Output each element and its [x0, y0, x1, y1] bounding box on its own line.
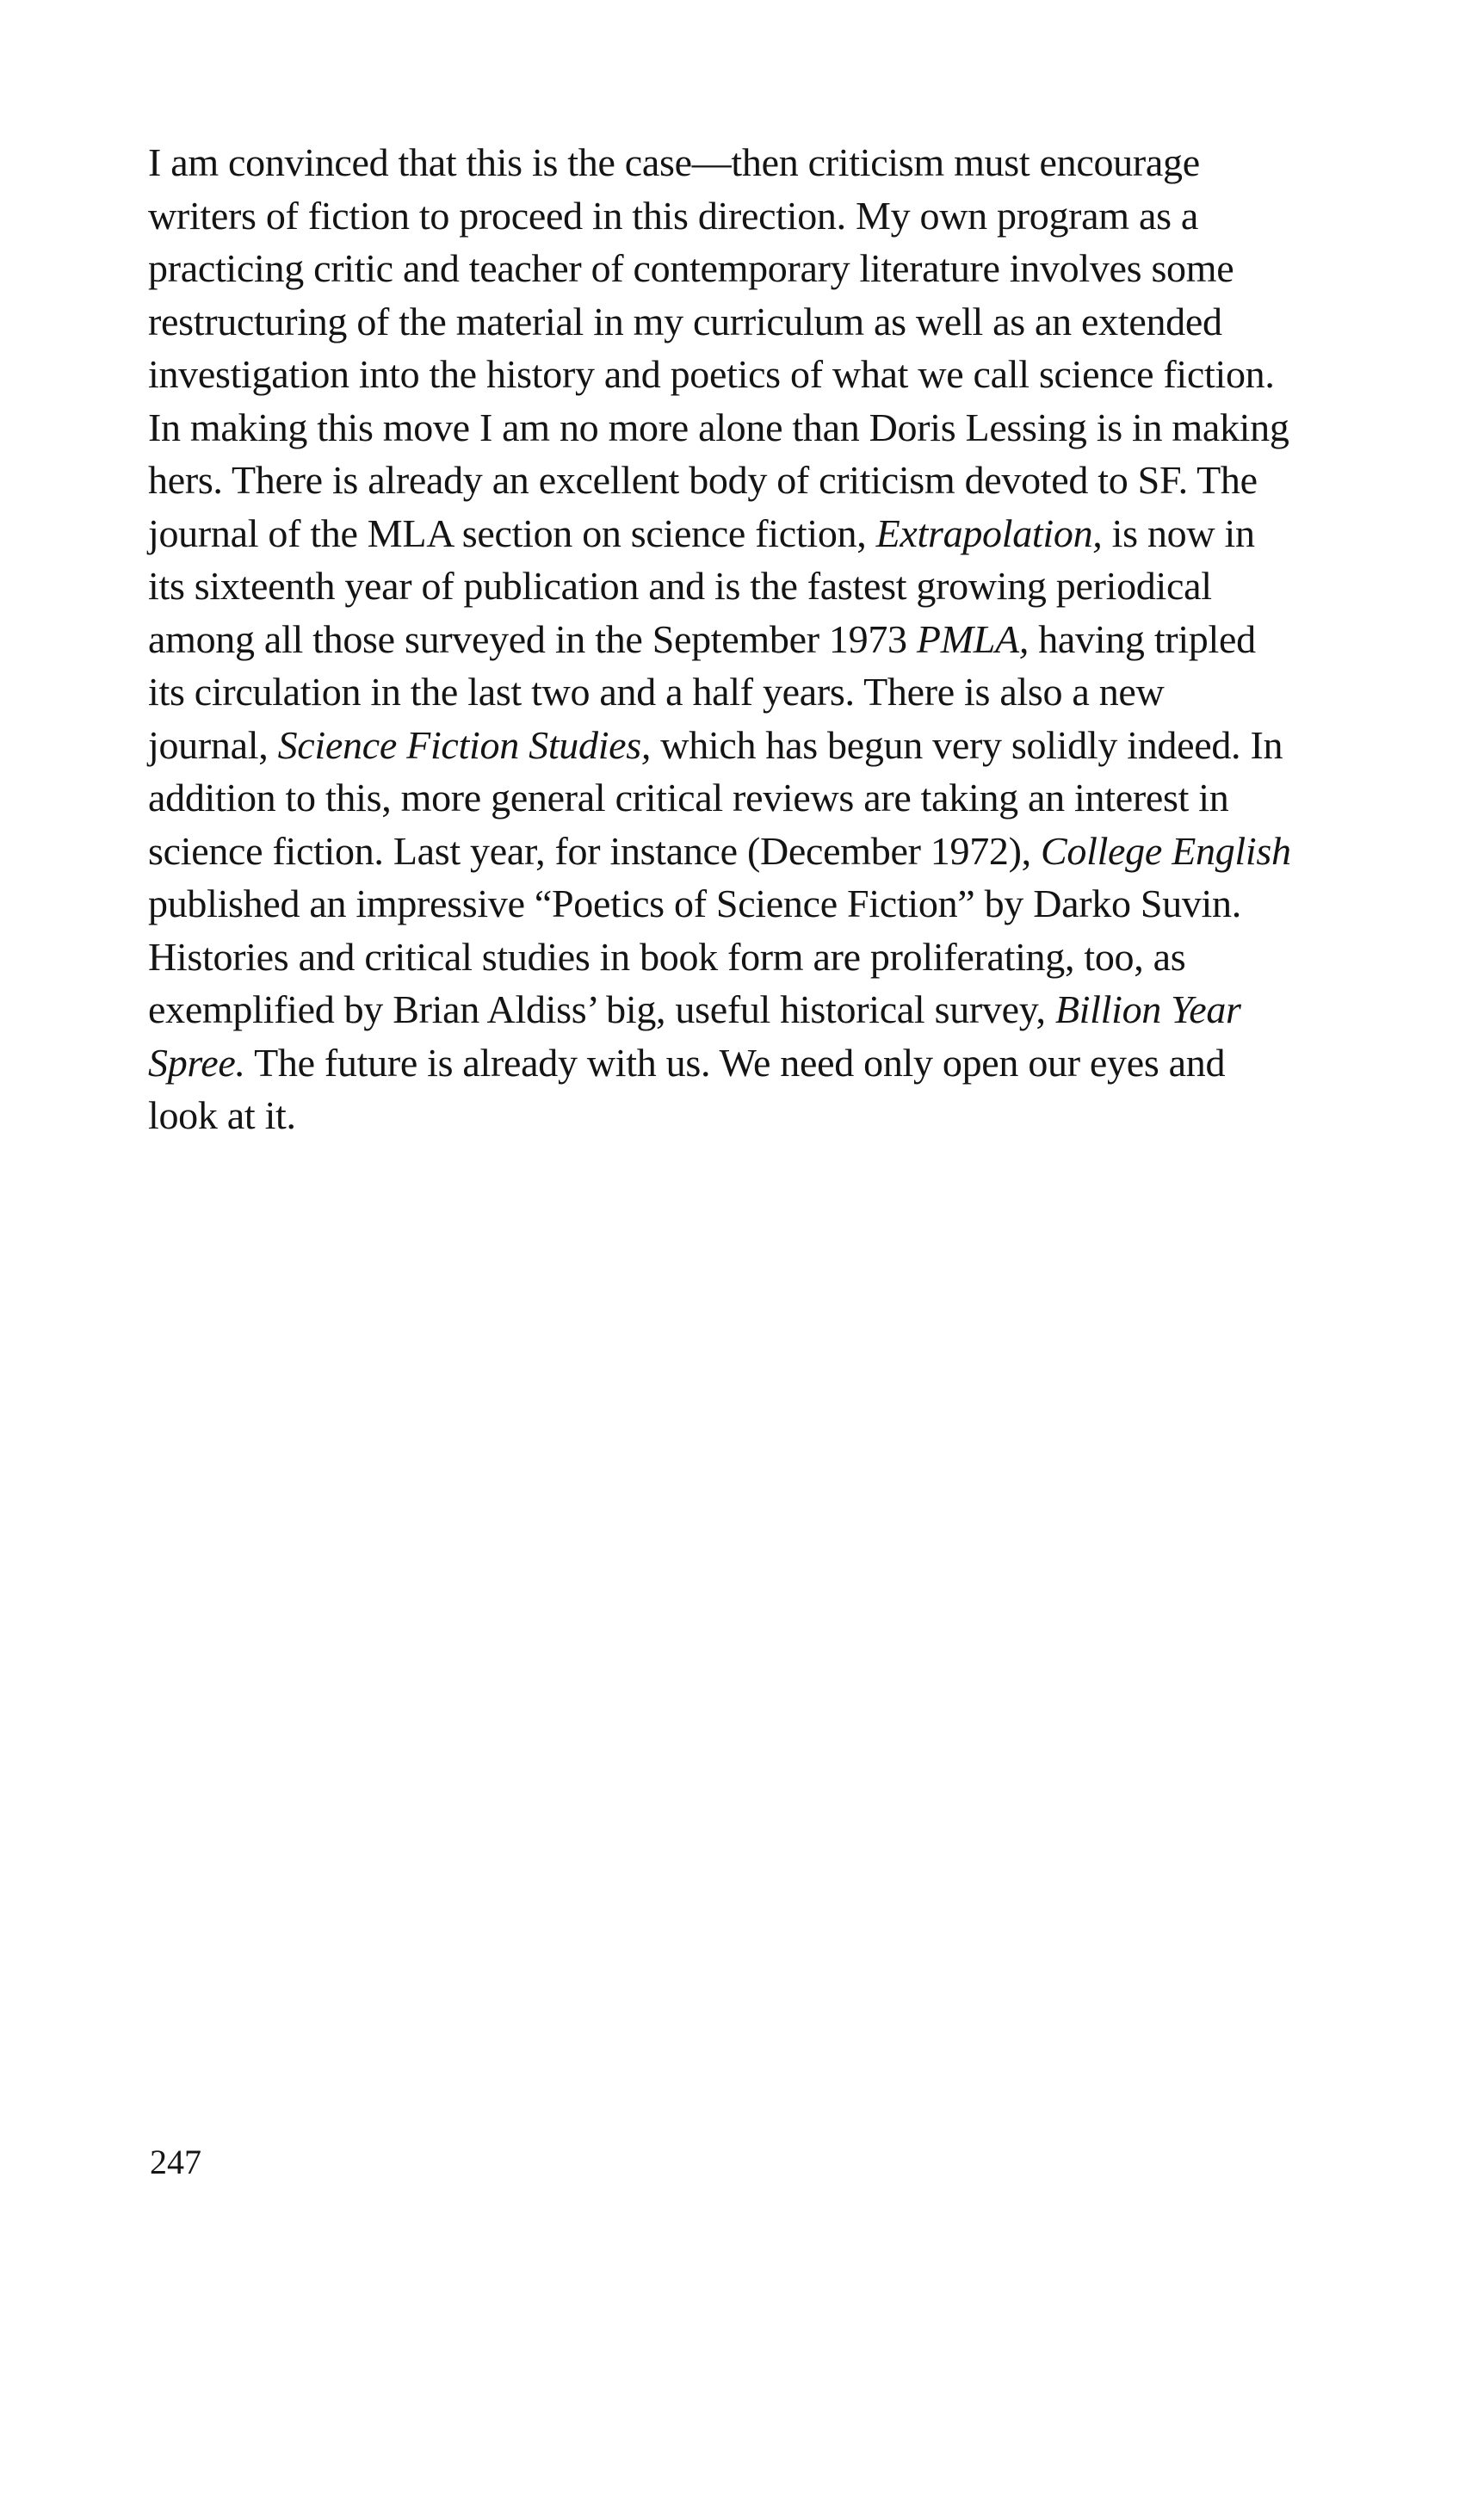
text-run: Histories and critical studies in book form are proliferating, too, as [148, 934, 1186, 979]
text-run: restructuring of the material in my curriculum as well as an extended [148, 299, 1222, 343]
text-run: published an impressive “Poetics of Science Fiction” by Darko Suvin. [148, 881, 1241, 925]
text-line [148, 189, 1370, 243]
text-run: journal, [148, 722, 278, 767]
text-run: exemplified by Brian Aldiss’ big, useful historical survey, [148, 987, 1055, 1031]
text-run: addition to this, more general critical reviews are taking an interest in [148, 776, 1229, 820]
text-line [148, 983, 1370, 1036]
page-number: 247 [150, 2143, 201, 2181]
text-run: science fiction. Last year, for instance (December 1972), [148, 828, 1042, 873]
text-run: writers of fiction to proceed in this direction. My own program as a [148, 193, 1199, 238]
text-line [148, 295, 1370, 349]
text-line [148, 719, 1370, 772]
text-line [148, 507, 1370, 560]
text-line [148, 931, 1370, 984]
italic-title: Spree. [148, 1040, 245, 1085]
text-run: practicing critic and teacher of contemporary literature involves some [148, 246, 1234, 290]
text-run: journal of the MLA section on science fiction, [148, 510, 876, 555]
text-run: its sixteenth year of publication and is the fastest growing periodical [148, 564, 1212, 608]
italic-title: College English [1041, 828, 1291, 873]
italic-title: Extrapolation, [875, 510, 1103, 555]
text-run: having tripled [1029, 616, 1256, 661]
text-line [148, 560, 1370, 613]
text-line [148, 1036, 1370, 1090]
text-run: hers. There is already an excellent body of criticism devoted to SF. The [148, 458, 1258, 502]
text-run: investigation into the history and poetics of what we call science fiction. [148, 352, 1275, 396]
text-run: The future is already with us. We need only open our eyes and [244, 1040, 1226, 1085]
text-line [148, 613, 1370, 666]
text-run: is now in [1102, 510, 1255, 555]
text-line [148, 242, 1370, 295]
text-run: I am convinced that this is the case—then criticism must encourage [148, 140, 1200, 184]
text-run: its circulation in the last two and a half years. There is also a new [148, 670, 1165, 714]
text-line [148, 454, 1370, 507]
text-line [148, 401, 1370, 455]
text-run: among all those surveyed in the September 1973 [148, 616, 917, 661]
text-run: look at it. [148, 1093, 296, 1137]
text-run: which has begun very solidly indeed. In [651, 722, 1283, 767]
text-line [148, 877, 1370, 931]
italic-title: Science Fiction Studies, [277, 722, 652, 767]
text-run: In making this move I am no more alone than Doris Lessing is in making [148, 405, 1289, 449]
text-line [148, 1089, 1370, 1142]
text-line [148, 348, 1370, 401]
text-line [148, 665, 1370, 719]
text-line [148, 825, 1370, 878]
italic-title: PMLA, [916, 616, 1030, 661]
body-paragraph [148, 136, 1370, 1142]
text-line [148, 136, 1370, 189]
italic-title: Billion Year [1054, 987, 1241, 1031]
text-line [148, 771, 1370, 825]
